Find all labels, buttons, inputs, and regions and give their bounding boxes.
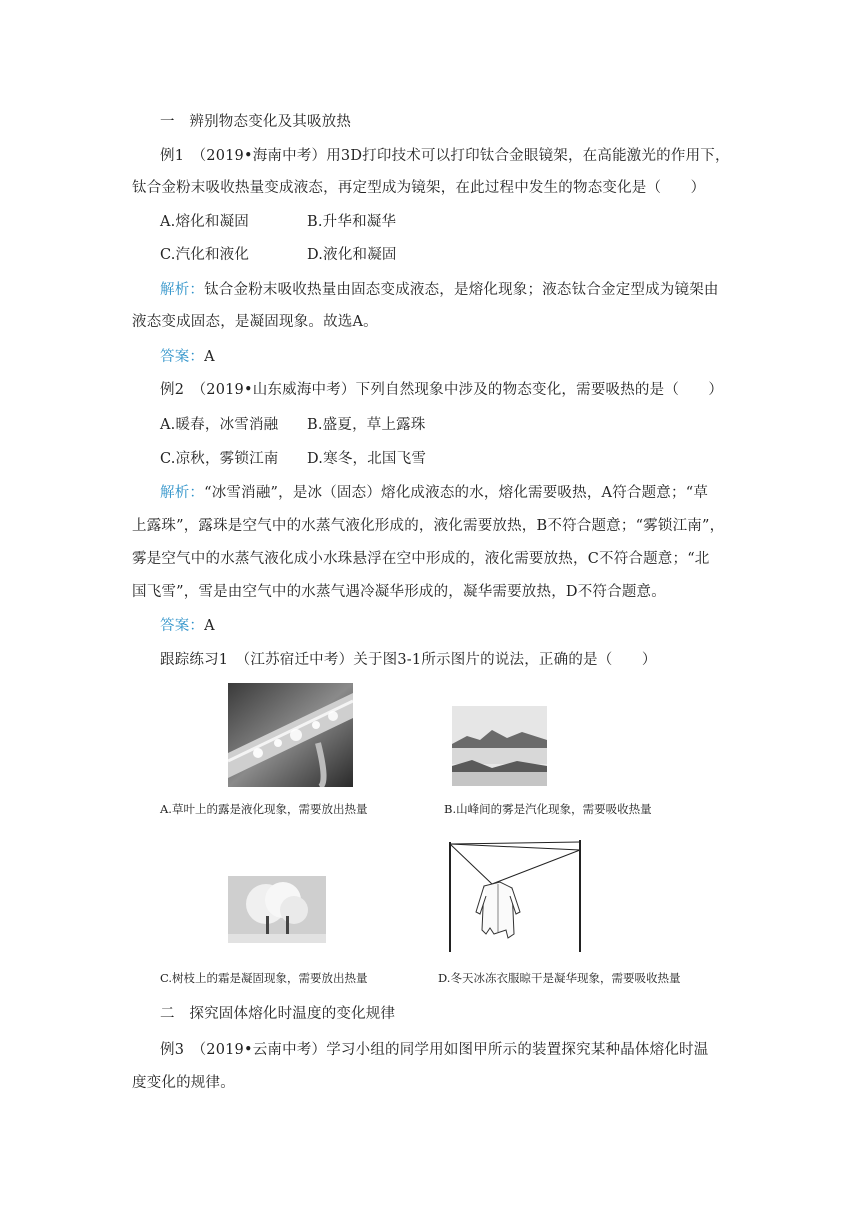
example2-option-b: B.盛夏，草上露珠: [307, 417, 426, 433]
example2-analysis-line1: 解析：“冰雪消融”，是冰（固态）熔化成液态的水，熔化需要吸热，A符合题意；“草: [160, 485, 709, 501]
dew-photo: [228, 683, 353, 787]
answer-label: 答案：: [160, 349, 205, 365]
example2-analysis-line3: 雾是空气中的水蒸气液化成小水珠悬浮在空中形成的，液化需要放热，C不符合题意；“北: [132, 551, 710, 567]
image-caption-a: A.草叶上的露是液化现象，需要放出热量: [160, 802, 368, 816]
example3-line2: 度变化的规律。: [132, 1075, 235, 1091]
example2-line1: 例2 （2019•山东威海中考）下列自然现象中涉及的物态变化，需要吸热的是（ ）: [160, 382, 724, 398]
image-caption-d: D.冬天冰冻衣服晾干是凝华现象，需要吸收热量: [438, 971, 681, 985]
example2-analysis-line4: 国飞雪”，雪是由空气中的水蒸气遇冷凝华形成的，凝华需要放热，D不符合题意。: [132, 584, 666, 600]
frost-tree-photo: [228, 876, 326, 943]
example1-answer: 答案：A: [160, 349, 215, 365]
section-heading-1: 一 辨别物态变化及其吸放热: [160, 114, 352, 130]
example1-line2: 钛合金粉末吸收热量变成液态，再定型成为镜架，在此过程中发生的物态变化是（ ）: [132, 180, 706, 196]
example2-option-a: A.暖春，冰雪消融: [160, 417, 279, 433]
example1-analysis-line1: 解析：钛合金粉末吸收热量由固态变成液态，是熔化现象；液态钛合金定型成为镜架由: [160, 282, 719, 298]
image-caption-b: B.山峰间的雾是汽化现象，需要吸收热量: [444, 802, 652, 816]
analysis-label: 解析：: [160, 485, 205, 501]
example1-option-a: A.熔化和凝固: [160, 214, 249, 230]
answer-label: 答案：: [160, 618, 205, 634]
image-caption-c: C.树枝上的霜是凝固现象，需要放出热量: [160, 971, 368, 985]
example2-analysis-line2: 上露珠”，露珠是空气中的水蒸气液化形成的，液化需要放热，B不符合题意；“雾锁江南”，: [132, 518, 725, 534]
practice1-line1: 跟踪练习1 （江苏宿迁中考）关于图3-1所示图片的说法，正确的是（ ）: [160, 652, 657, 668]
example1-option-d: D.液化和凝固: [307, 247, 397, 263]
example2-answer: 答案：A: [160, 618, 215, 634]
example1-option-b: B.升华和凝华: [307, 214, 397, 230]
frozen-shirt-drawing: [440, 834, 590, 954]
example1-option-c: C.汽化和液化: [160, 247, 250, 263]
example1-analysis-line2: 液态变成固态，是凝固现象。故选A。: [132, 314, 378, 330]
example2-option-d: D.寒冬，北国飞雪: [307, 451, 427, 467]
analysis-label: 解析：: [160, 282, 205, 298]
example3-line1: 例3 （2019•云南中考）学习小组的同学用如图甲所示的装置探究某种晶体熔化时温: [160, 1042, 709, 1058]
section-heading-2: 二 探究固体熔化时温度的变化规律: [160, 1006, 396, 1022]
mountain-fog-photo: [452, 706, 547, 786]
example2-option-c: C.凉秋，雾锁江南: [160, 451, 279, 467]
example1-line1: 例1 （2019•海南中考）用3D打印技术可以打印钛合金眼镜架，在高能激光的作用下，: [160, 148, 730, 164]
